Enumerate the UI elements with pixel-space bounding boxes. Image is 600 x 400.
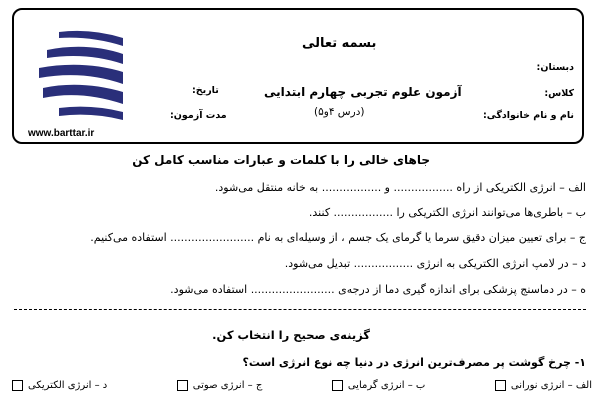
fill-blank-item-3: ج – برای تعیین میزان دقیق سرما یا گرمای یک جسم ، از وسیله‌ای به نام ........................ استفاده می‌کنیم. [90,231,586,244]
section-divider [14,309,586,310]
checkbox-icon[interactable] [12,380,23,391]
option-c-label: ج – انرژی صوتی [192,380,263,391]
school-label: دبستان: [536,62,574,73]
option-a-label: الف – انرژی نورانی [510,380,592,391]
logo-url: www.barttar.ir [28,128,95,139]
class-label: کلاس: [544,88,574,99]
checkbox-icon[interactable] [495,380,506,391]
exam-title: آزمون علوم تجربی چهارم ابتدایی [264,85,462,99]
option-d-label: د – انرژی الکتریکی [28,380,108,391]
option-d[interactable] [12,380,107,391]
option-a[interactable] [495,380,592,391]
mc-options [12,380,592,391]
fill-blank-item-2: ب – باطری‌ها می‌توانند انرژی الکتریکی را ................. کنند. [308,206,586,219]
name-label: نام و نام خانوادگی: [482,110,574,121]
fill-blank-item-5: ه – در دماسنج پزشکی برای اندازه گیری دما از درجه‌ی ........................ استفاده می‌شود. [170,283,586,296]
section2-title: گزینه‌ی صحیح را انتخاب کن. [212,328,370,342]
header-box [12,8,584,144]
fill-blank-item-1: الف – انرژی الکتریکی از راه ................. و ................. به خانه منتقل می‌شود. [214,181,586,194]
page-title: بسمه تعالی [302,36,377,51]
checkbox-icon[interactable] [177,380,188,391]
option-b-label: ب – انرژی گرمایی [347,380,426,391]
logo-icon [28,24,130,124]
option-c[interactable] [177,380,263,391]
duration-label: مدت آزمون: [170,110,227,121]
option-b[interactable] [332,380,426,391]
lesson-label: (درس ۴و۵) [314,106,365,118]
section1-title: جاهای خالی را با کلمات و عبارات مناسب کامل کن [132,153,430,167]
fill-blank-item-4: د – در لامپ انرژی الکتریکی به انرژی ................. تبدیل می‌شود. [284,257,586,270]
mc-question-1: ۱- چرخ گوشت پر مصرف‌ترین انرژی در دنیا چه نوع انرژی است؟ [242,356,586,369]
checkbox-icon[interactable] [332,380,343,391]
date-label: تاریخ: [192,85,219,96]
